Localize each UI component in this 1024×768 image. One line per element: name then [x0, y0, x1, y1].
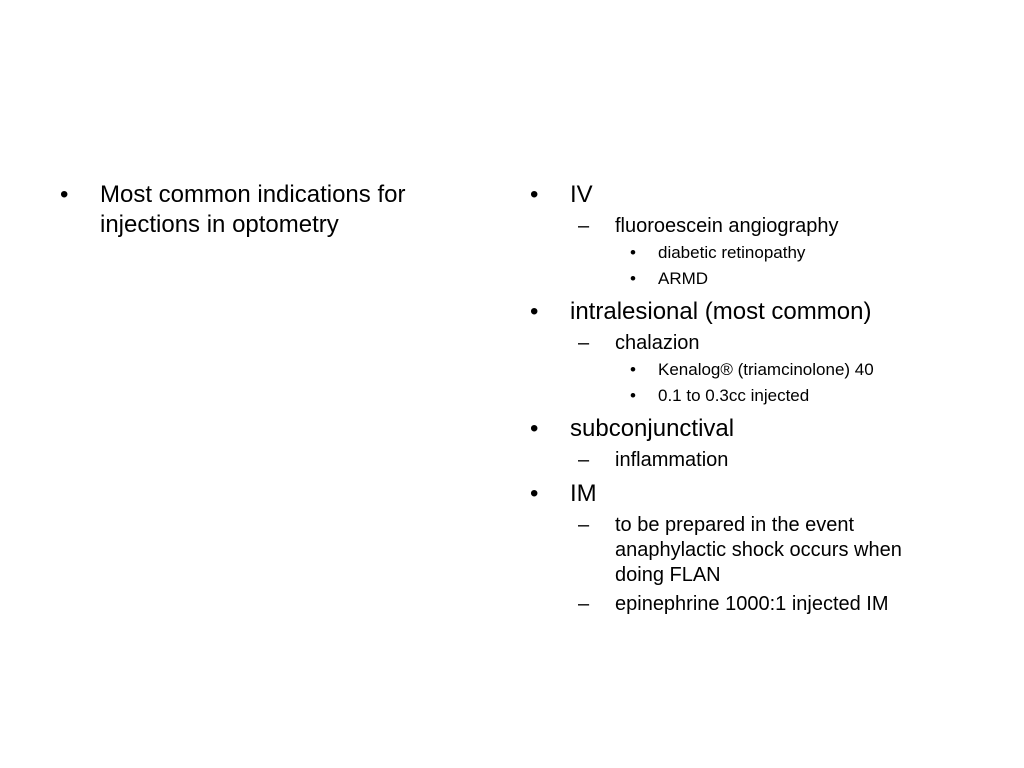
bullet-marker: •	[630, 269, 636, 288]
bullet-item-intralesional	[530, 297, 1000, 327]
dash-marker: –	[578, 514, 590, 536]
sub-sub-item-text: 0.1 to 0.3cc injected	[658, 386, 810, 405]
sub-item-anaphylaxis-prep	[578, 513, 1000, 588]
bullet-marker: •	[60, 181, 69, 208]
sub-item-text: to be prepared in the event anaphylactic shock occurs when doing FLAN	[615, 514, 902, 586]
sub-item-text: chalazion	[615, 332, 700, 354]
left-bullet-text: Most common indications for injections in optometry	[100, 181, 406, 238]
sub-item-chalazion	[578, 331, 1000, 356]
bullet-item-subconjunctival	[530, 414, 1000, 444]
bullet-marker: •	[630, 386, 636, 405]
sub-item-text: inflammation	[615, 449, 729, 471]
bullet-marker: •	[530, 480, 539, 507]
bullet-marker: •	[630, 360, 636, 379]
left-text-box	[60, 180, 480, 240]
bullet-marker: •	[630, 243, 636, 262]
bullet-text: subconjunctival	[570, 415, 735, 442]
sub-item-epinephrine	[578, 592, 1000, 617]
dash-marker: –	[578, 215, 590, 237]
sub-sub-item-kenalog	[630, 358, 1000, 382]
sub-item-inflammation	[578, 448, 1000, 473]
dash-marker: –	[578, 593, 590, 615]
sub-sub-item-text: diabetic retinopathy	[658, 243, 806, 262]
right-text-box	[530, 180, 1000, 617]
bullet-text: IV	[570, 181, 593, 208]
dash-marker: –	[578, 332, 590, 354]
bullet-marker: •	[530, 415, 539, 442]
sub-item-fluorescein	[578, 214, 1000, 239]
dash-marker: –	[578, 449, 590, 471]
sub-sub-item-armd	[630, 267, 1000, 291]
sub-sub-item-dosage	[630, 384, 1000, 408]
bullet-marker: •	[530, 181, 539, 208]
sub-sub-item-text: Kenalog® (triamcinolone) 40	[658, 360, 874, 379]
bullet-item-iv	[530, 180, 1000, 210]
sub-sub-item-diabetic-retinopathy	[630, 241, 1000, 265]
sub-item-text: epinephrine 1000:1 injected IM	[615, 593, 889, 615]
bullet-text: IM	[570, 480, 597, 507]
bullet-text: intralesional (most common)	[570, 298, 872, 325]
sub-item-text: fluoroescein angiography	[615, 215, 839, 237]
bullet-item-im	[530, 479, 1000, 509]
bullet-marker: •	[530, 298, 539, 325]
sub-sub-item-text: ARMD	[658, 269, 709, 288]
left-bullet-item	[60, 180, 480, 240]
